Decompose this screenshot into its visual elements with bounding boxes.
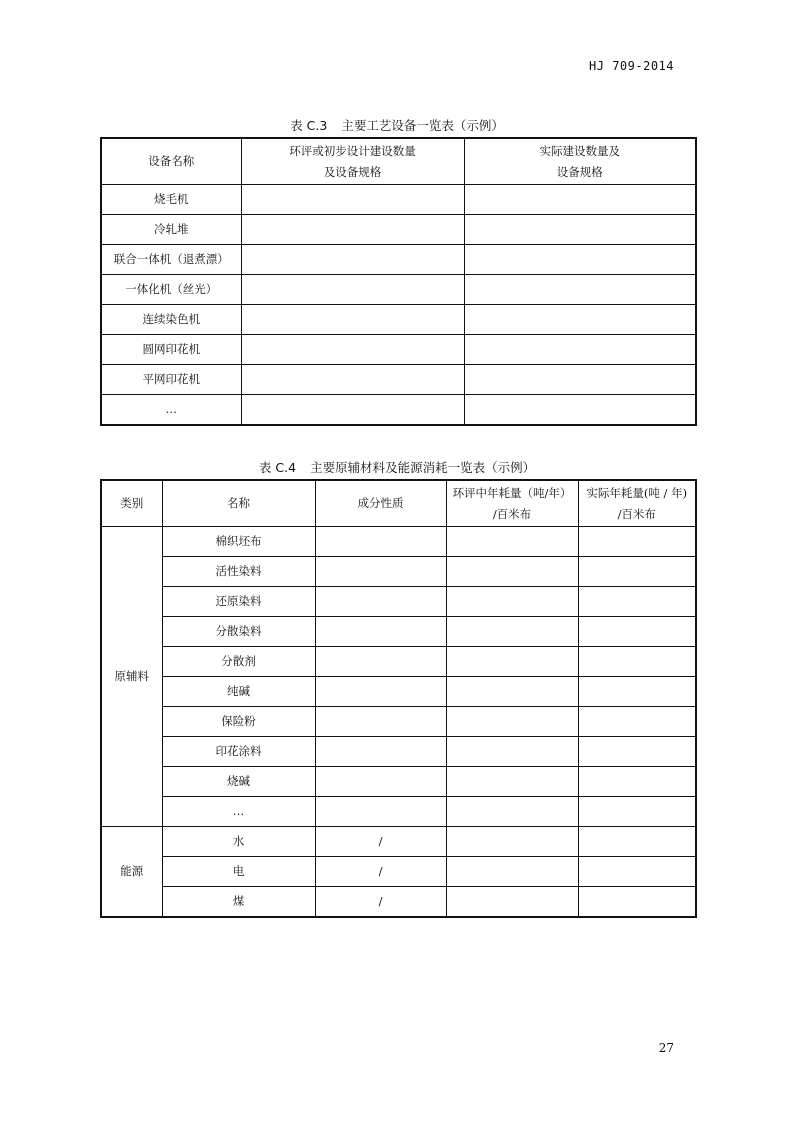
- table-row: [101, 827, 696, 857]
- design-consumption-cell: [446, 647, 578, 677]
- table-row: [101, 647, 696, 677]
- actual-spec-cell: [464, 215, 696, 245]
- property-cell: [315, 587, 446, 617]
- table-row: [101, 587, 696, 617]
- table-row: [101, 215, 696, 245]
- table-row: [101, 305, 696, 335]
- column-header: 实际年耗量(吨 / 年) /百米布: [578, 480, 696, 527]
- design-consumption-cell: [446, 707, 578, 737]
- actual-consumption-cell: [578, 887, 696, 918]
- actual-consumption-cell: [578, 557, 696, 587]
- table-row: [101, 275, 696, 305]
- table-c3-caption: [0, 116, 794, 134]
- property-cell: [315, 647, 446, 677]
- material-name-cell: 还原染料: [162, 587, 315, 617]
- actual-spec-cell: [464, 245, 696, 275]
- document-code: HJ 709-2014: [589, 59, 674, 73]
- equipment-name-cell: 一体化机（丝光）: [101, 275, 241, 305]
- material-name-cell: …: [162, 797, 315, 827]
- equipment-name-cell: 烧毛机: [101, 185, 241, 215]
- column-header: 名称: [162, 480, 315, 527]
- design-consumption-cell: [446, 797, 578, 827]
- column-header: 实际建设数量及 设备规格: [464, 138, 696, 185]
- design-consumption-cell: [446, 527, 578, 557]
- table-row: [101, 767, 696, 797]
- actual-consumption-cell: [578, 797, 696, 827]
- table-c3-equipment: [100, 137, 697, 426]
- actual-consumption-cell: [578, 677, 696, 707]
- material-name-cell: 棉织坯布: [162, 527, 315, 557]
- design-consumption-cell: [446, 737, 578, 767]
- table-row: [101, 185, 696, 215]
- actual-consumption-cell: [578, 707, 696, 737]
- table-header-row: [101, 480, 696, 527]
- table-row: [101, 395, 696, 426]
- actual-consumption-cell: [578, 737, 696, 767]
- equipment-name-cell: 连续染色机: [101, 305, 241, 335]
- table-row: [101, 335, 696, 365]
- actual-consumption-cell: [578, 617, 696, 647]
- actual-consumption-cell: [578, 857, 696, 887]
- table-row: [101, 737, 696, 767]
- material-name-cell: 分散染料: [162, 617, 315, 647]
- design-consumption-cell: [446, 557, 578, 587]
- design-consumption-cell: [446, 857, 578, 887]
- table-row: [101, 857, 696, 887]
- design-spec-cell: [241, 245, 464, 275]
- equipment-name-cell: 平网印花机: [101, 365, 241, 395]
- table-row: [101, 887, 696, 918]
- property-cell: [315, 617, 446, 647]
- design-spec-cell: [241, 365, 464, 395]
- column-header: 环评中年耗量（吨/年） /百米布: [446, 480, 578, 527]
- material-name-cell: 煤: [162, 887, 315, 918]
- equipment-name-cell: 圆网印花机: [101, 335, 241, 365]
- design-spec-cell: [241, 395, 464, 426]
- material-name-cell: 烧碱: [162, 767, 315, 797]
- design-consumption-cell: [446, 767, 578, 797]
- design-spec-cell: [241, 305, 464, 335]
- property-cell: [315, 677, 446, 707]
- material-name-cell: 保险粉: [162, 707, 315, 737]
- design-spec-cell: [241, 215, 464, 245]
- actual-spec-cell: [464, 275, 696, 305]
- caption-title: 主要工艺设备一览表（示例）: [341, 118, 504, 133]
- table-row: [101, 557, 696, 587]
- table-row: [101, 677, 696, 707]
- table-row: [101, 617, 696, 647]
- material-name-cell: 印花涂料: [162, 737, 315, 767]
- actual-consumption-cell: [578, 527, 696, 557]
- material-name-cell: 水: [162, 827, 315, 857]
- property-cell: [315, 737, 446, 767]
- category-cell: 能源: [101, 827, 162, 918]
- table-row: [101, 245, 696, 275]
- material-name-cell: 分散剂: [162, 647, 315, 677]
- material-name-cell: 纯碱: [162, 677, 315, 707]
- equipment-name-cell: 联合一体机（退煮漂）: [101, 245, 241, 275]
- property-cell: [315, 797, 446, 827]
- design-consumption-cell: [446, 617, 578, 647]
- caption-title: 主要原辅材料及能源消耗一览表（示例）: [310, 460, 536, 475]
- column-header: 类别: [101, 480, 162, 527]
- actual-spec-cell: [464, 395, 696, 426]
- actual-spec-cell: [464, 365, 696, 395]
- table-row: [101, 365, 696, 395]
- property-cell: [315, 527, 446, 557]
- property-cell: /: [315, 827, 446, 857]
- property-cell: [315, 767, 446, 797]
- actual-consumption-cell: [578, 827, 696, 857]
- design-spec-cell: [241, 335, 464, 365]
- table-header-row: [101, 138, 696, 185]
- design-spec-cell: [241, 185, 464, 215]
- actual-spec-cell: [464, 185, 696, 215]
- table-c4-caption: [0, 458, 794, 476]
- property-cell: /: [315, 857, 446, 887]
- property-cell: /: [315, 887, 446, 918]
- table-row: [101, 527, 696, 557]
- actual-consumption-cell: [578, 647, 696, 677]
- column-header: 环评或初步设计建设数量 及设备规格: [241, 138, 464, 185]
- property-cell: [315, 707, 446, 737]
- caption-id: 表 C.4: [258, 460, 297, 475]
- table-row: [101, 707, 696, 737]
- equipment-name-cell: 冷轧堆: [101, 215, 241, 245]
- actual-spec-cell: [464, 335, 696, 365]
- caption-id: 表 C.3: [290, 118, 328, 133]
- page-number: 27: [658, 1041, 674, 1055]
- design-spec-cell: [241, 275, 464, 305]
- column-header: 成分性质: [315, 480, 446, 527]
- design-consumption-cell: [446, 827, 578, 857]
- design-consumption-cell: [446, 587, 578, 617]
- design-consumption-cell: [446, 887, 578, 918]
- category-cell: 原辅料: [101, 527, 162, 827]
- material-name-cell: 活性染料: [162, 557, 315, 587]
- table-row: [101, 797, 696, 827]
- actual-consumption-cell: [578, 587, 696, 617]
- design-consumption-cell: [446, 677, 578, 707]
- equipment-name-cell: …: [101, 395, 241, 426]
- actual-spec-cell: [464, 305, 696, 335]
- property-cell: [315, 557, 446, 587]
- actual-consumption-cell: [578, 767, 696, 797]
- table-c4-materials-energy: [100, 479, 697, 918]
- material-name-cell: 电: [162, 857, 315, 887]
- column-header: 设备名称: [101, 138, 241, 185]
